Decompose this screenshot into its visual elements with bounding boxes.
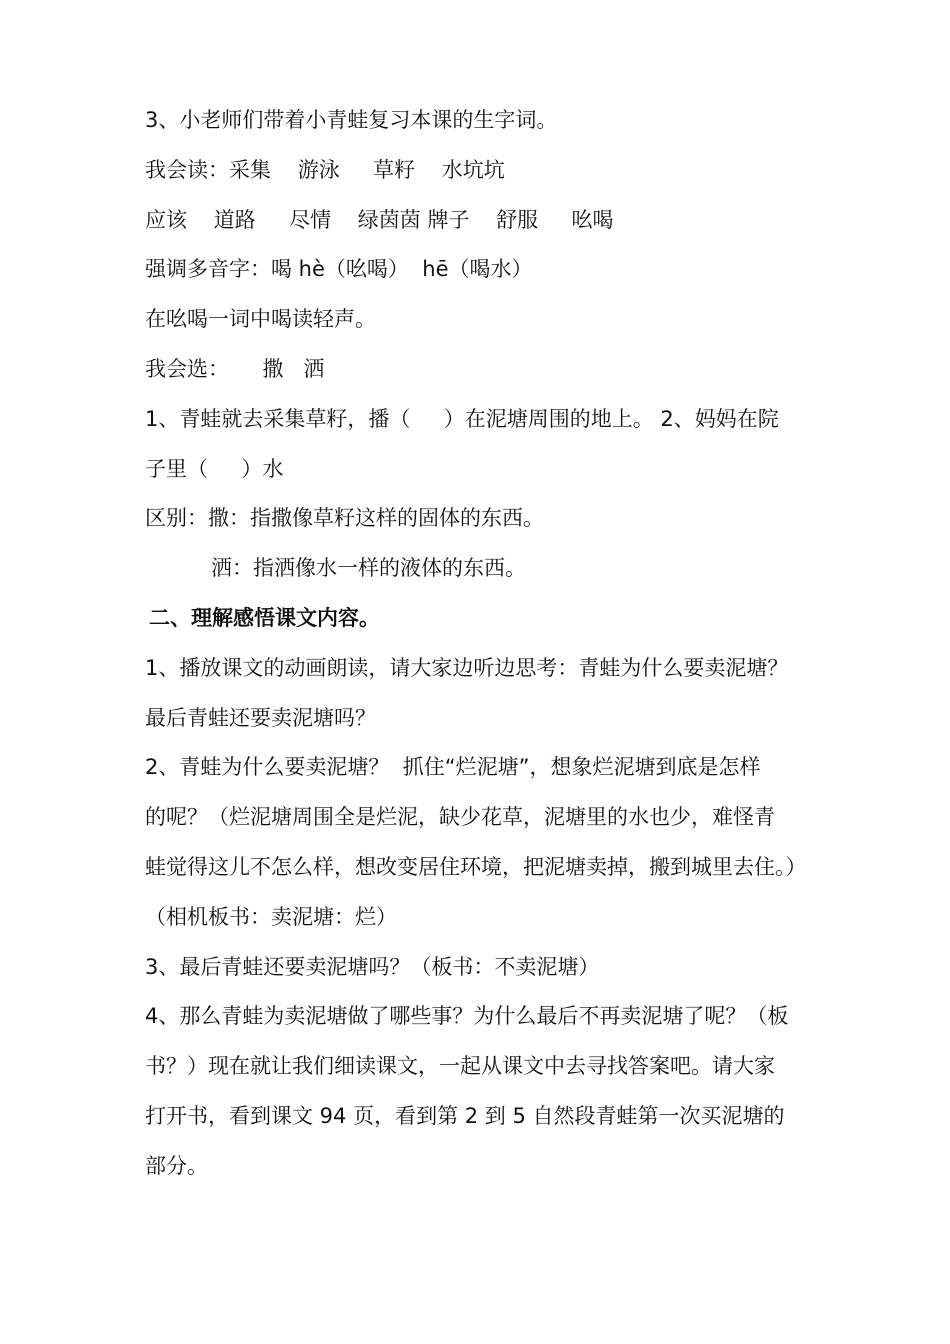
text-line-item-4c: 打开书，看到课文 94 页，看到第 2 到 5 自然段青蛙第一次买泥塘的: [145, 1103, 785, 1128]
text-line-item-4b: 书？）现在就让我们细读课文，一起从课文中去寻找答案吧。请大家: [145, 1054, 775, 1079]
text-line-item-3: 3、最后青蛙还要卖泥塘吗？（板书：不卖泥塘）: [145, 954, 600, 979]
text-line-review-intro: 3、小老师们带着小青蛙复习本课的生字词。: [145, 108, 558, 132]
text-line-difference-1: 区别：撒：指撒像草籽这样的固体的东西。: [145, 506, 544, 531]
text-line-item-2a: 2、青蛙为什么要卖泥塘？ 抓住“烂泥塘”，想象烂泥塘到底是怎样: [145, 755, 761, 780]
text-line-read-words-2: 应该 道路 尽情 绿茵茵 牌子 舒服 吆喝: [145, 207, 614, 232]
text-line-fill-blank-1: 1、青蛙就去采集草籽，播（ ）在泥塘周围的地上。 2、妈妈在院: [145, 406, 779, 431]
text-line-choose: 我会选： 撒 洒: [145, 356, 325, 381]
text-line-item-2d: （相机板书：卖泥塘：烂）: [145, 904, 397, 929]
text-line-difference-2: 洒：指洒像水一样的液体的东西。: [211, 556, 526, 581]
text-line-item-1a: 1、播放课文的动画朗读，请大家边听边思考：青蛙为什么要卖泥塘？: [145, 655, 789, 680]
section-heading: 二、理解感悟课文内容。: [149, 605, 380, 630]
text-line-light-tone: 在吆喝一词中喝读轻声。: [145, 307, 376, 332]
text-line-read-words-1: 我会读：采集 游泳 草籽 水坑坑: [145, 157, 505, 182]
text-line-item-1b: 最后青蛙还要卖泥塘吗？: [145, 705, 376, 730]
text-line-item-4a: 4、那么青蛙为卖泥塘做了哪些事？为什么最后不再卖泥塘了呢？（板: [145, 1004, 789, 1029]
text-line-item-2b: 的呢？（烂泥塘周围全是烂泥，缺少花草，泥塘里的水也少，难怪青: [145, 805, 775, 830]
text-line-item-4d: 部分。: [145, 1153, 208, 1178]
text-line-item-2c: 蛙觉得这儿不怎么样，想改变居住环境，把泥塘卖掉，搬到城里去住。）: [145, 854, 807, 879]
text-line-fill-blank-2: 子里（ ）水: [145, 456, 284, 481]
text-line-polyphone: 强调多音字：喝 hè（吆喝） hē（喝水）: [145, 257, 533, 282]
document-page: [145, 96, 825, 1192]
